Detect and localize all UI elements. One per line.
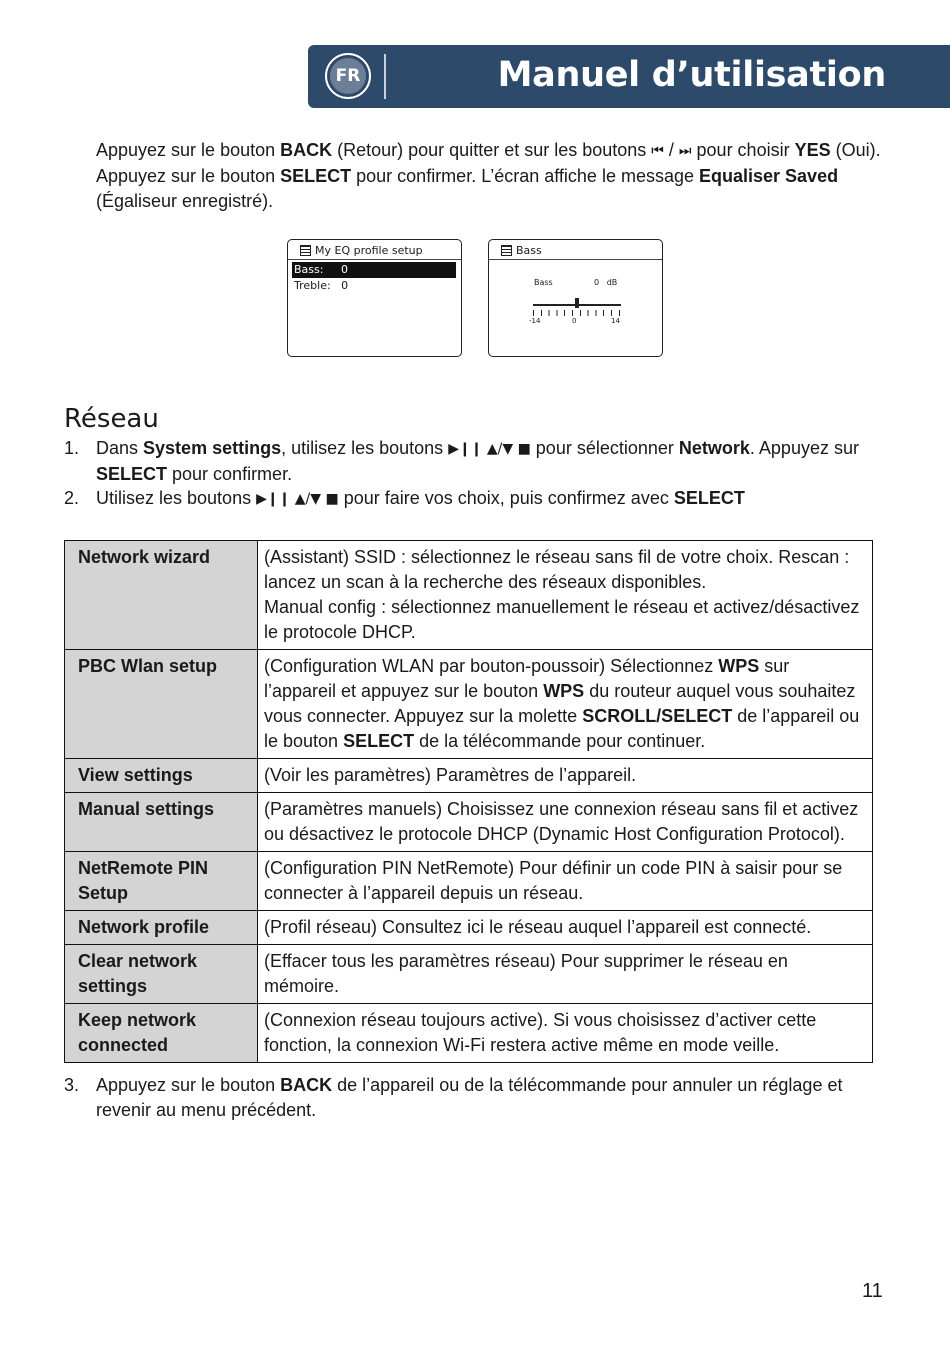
table-key: PBC Wlan setup <box>65 650 258 759</box>
intro-text: pour confirmer. L’écran affiche le message <box>351 166 699 186</box>
step-text: de l’appareil ou de la télécommande pour annuler un réglage et revenir au menu précédent. <box>96 1075 843 1120</box>
list-item <box>64 1073 874 1123</box>
header-divider <box>384 54 386 99</box>
menu-list-icon <box>501 245 512 256</box>
screen-row-bass: Bass: 0 <box>292 262 456 278</box>
step-text: pour faire vos choix, puis confirmez avec <box>338 488 674 508</box>
table-value: (Voir les paramètres) Paramètres de l’appareil. <box>258 759 873 793</box>
value-text: de l’appareil ou le bouton <box>264 706 860 751</box>
table-value: (Profil réseau) Consultez ici le réseau auquel l’appareil est connecté. <box>258 911 873 945</box>
bass-slider-knob <box>575 298 579 308</box>
value-text: du routeur auquel vous souhaitez vous connecter. Appuyez sur la molette <box>264 681 856 726</box>
language-badge <box>325 53 371 99</box>
list-item <box>64 436 874 487</box>
value-bold: SCROLL/SELECT <box>582 706 733 726</box>
play-pause-up-down-stop-icon: ▶❙❙ ▲/▼ ■ <box>256 491 339 507</box>
intro-text: (Oui). Appuyez sur le bouton <box>96 140 881 186</box>
network-settings-table <box>64 540 873 1063</box>
table-value: (Effacer tous les paramètres réseau) Pour supprimer le réseau en mémoire. <box>258 945 873 1004</box>
table-key: Network profile <box>65 911 258 945</box>
table-value <box>258 541 873 650</box>
screen-title: Bass <box>516 244 542 257</box>
value-bold: SELECT <box>343 731 415 751</box>
intro-text: Appuyez sur le bouton <box>96 140 281 160</box>
step-bold: Network <box>678 438 750 458</box>
page-number: 11 <box>862 1280 883 1302</box>
step-text: Appuyez sur le bouton <box>96 1075 281 1095</box>
intro-text: (Égaliseur enregistré). <box>96 191 274 211</box>
table-value-line: (Assistant) SSID : sélectionnez le réseau sans fil de votre choix. Rescan : lancez un scan à la recherche des réseaux disponibles. <box>264 547 850 592</box>
value-bold: WPS <box>718 656 760 676</box>
step-text: pour confirmer. <box>167 464 293 484</box>
step-bold: BACK <box>280 1075 333 1095</box>
intro-bold-yes: YES <box>794 140 831 160</box>
bass-screen <box>488 239 663 357</box>
play-pause-up-down-stop-icon: ▶❙❙ ▲/▼ ■ <box>448 441 531 457</box>
table-row <box>65 793 873 852</box>
skip-next-icon: ⏭ <box>678 143 692 159</box>
tick-label-min: -14 <box>529 317 541 325</box>
bass-label: Bass <box>534 278 553 287</box>
screen-title-bar <box>288 240 461 260</box>
screen-title-bar <box>489 240 662 260</box>
eq-profile-screen <box>287 239 462 357</box>
step-text: Dans <box>96 438 144 458</box>
table-row <box>65 945 873 1004</box>
list-item <box>64 486 874 512</box>
step-text: . Appuyez sur <box>749 438 859 458</box>
table-row <box>65 541 873 650</box>
intro-bold-select: SELECT <box>280 166 352 186</box>
value-text: de la télécommande pour continuer. <box>414 731 706 751</box>
table-key: Keep network connected <box>65 1004 258 1063</box>
value-bold: WPS <box>543 681 585 701</box>
intro-text: (Retour) pour quitter et sur les boutons <box>332 140 652 160</box>
section-heading: Réseau <box>64 404 159 434</box>
header-bar <box>308 45 950 108</box>
menu-list-icon <box>300 245 311 256</box>
intro-paragraph <box>96 138 886 214</box>
tick-label-mid: 0 <box>572 317 577 325</box>
value-text: (Configuration WLAN par bouton-poussoir) Sélectionnez <box>264 656 719 676</box>
list-number: 1. <box>64 438 80 458</box>
step-text: pour sélectionner <box>530 438 679 458</box>
screen-title: My EQ profile setup <box>315 244 423 257</box>
value-text: sur l’appareil et appuyez sur le bouton <box>264 656 790 701</box>
skip-previous-icon: ⏮ <box>651 143 664 159</box>
table-value <box>258 650 873 759</box>
step-text: Utilisez les boutons <box>96 488 257 508</box>
table-row <box>65 852 873 911</box>
step-bold: System settings <box>143 438 282 458</box>
language-code: FR <box>330 58 366 94</box>
table-row <box>65 1004 873 1063</box>
table-key: Clear network settings <box>65 945 258 1004</box>
table-value: (Configuration PIN NetRemote) Pour définir un code PIN à saisir pour se connecter à l’appareil depuis un réseau. <box>258 852 873 911</box>
tick-label-max: 14 <box>611 317 620 325</box>
list-number: 2. <box>64 488 80 508</box>
intro-bold-equaliser-saved: Equaliser Saved <box>699 166 839 186</box>
intro-separator: / <box>663 140 679 160</box>
intro-text: pour choisir <box>691 140 795 160</box>
bass-value: 0 dB <box>594 278 618 287</box>
list-number: 3. <box>64 1075 80 1095</box>
screen-row-treble: Treble: 0 <box>294 279 349 292</box>
table-key: NetRemote PIN Setup <box>65 852 258 911</box>
table-key: Manual settings <box>65 793 258 852</box>
table-row <box>65 759 873 793</box>
table-value: (Connexion réseau toujours active). Si vous choisissez d’activer cette fonction, la connexion Wi-Fi restera active même en mode veille. <box>258 1004 873 1063</box>
intro-bold-back: BACK <box>280 140 333 160</box>
table-row <box>65 650 873 759</box>
page-title: Manuel d’utilisation <box>497 55 886 95</box>
step-bold: SELECT <box>673 488 745 508</box>
table-value: (Paramètres manuels) Choisissez une connexion réseau sans fil et activez ou désactivez le protocole DHCP (Dynamic Host Configuration Protocol). <box>258 793 873 852</box>
step-text: , utilisez les boutons <box>281 438 449 458</box>
bass-slider-ticks <box>533 310 621 316</box>
table-key: View settings <box>65 759 258 793</box>
table-value-line: Manual config : sélectionnez manuellement le réseau et activez/désactivez le protocole DHCP. <box>264 597 860 642</box>
step-bold: SELECT <box>96 464 168 484</box>
table-row <box>65 911 873 945</box>
table-key: Network wizard <box>65 541 258 650</box>
